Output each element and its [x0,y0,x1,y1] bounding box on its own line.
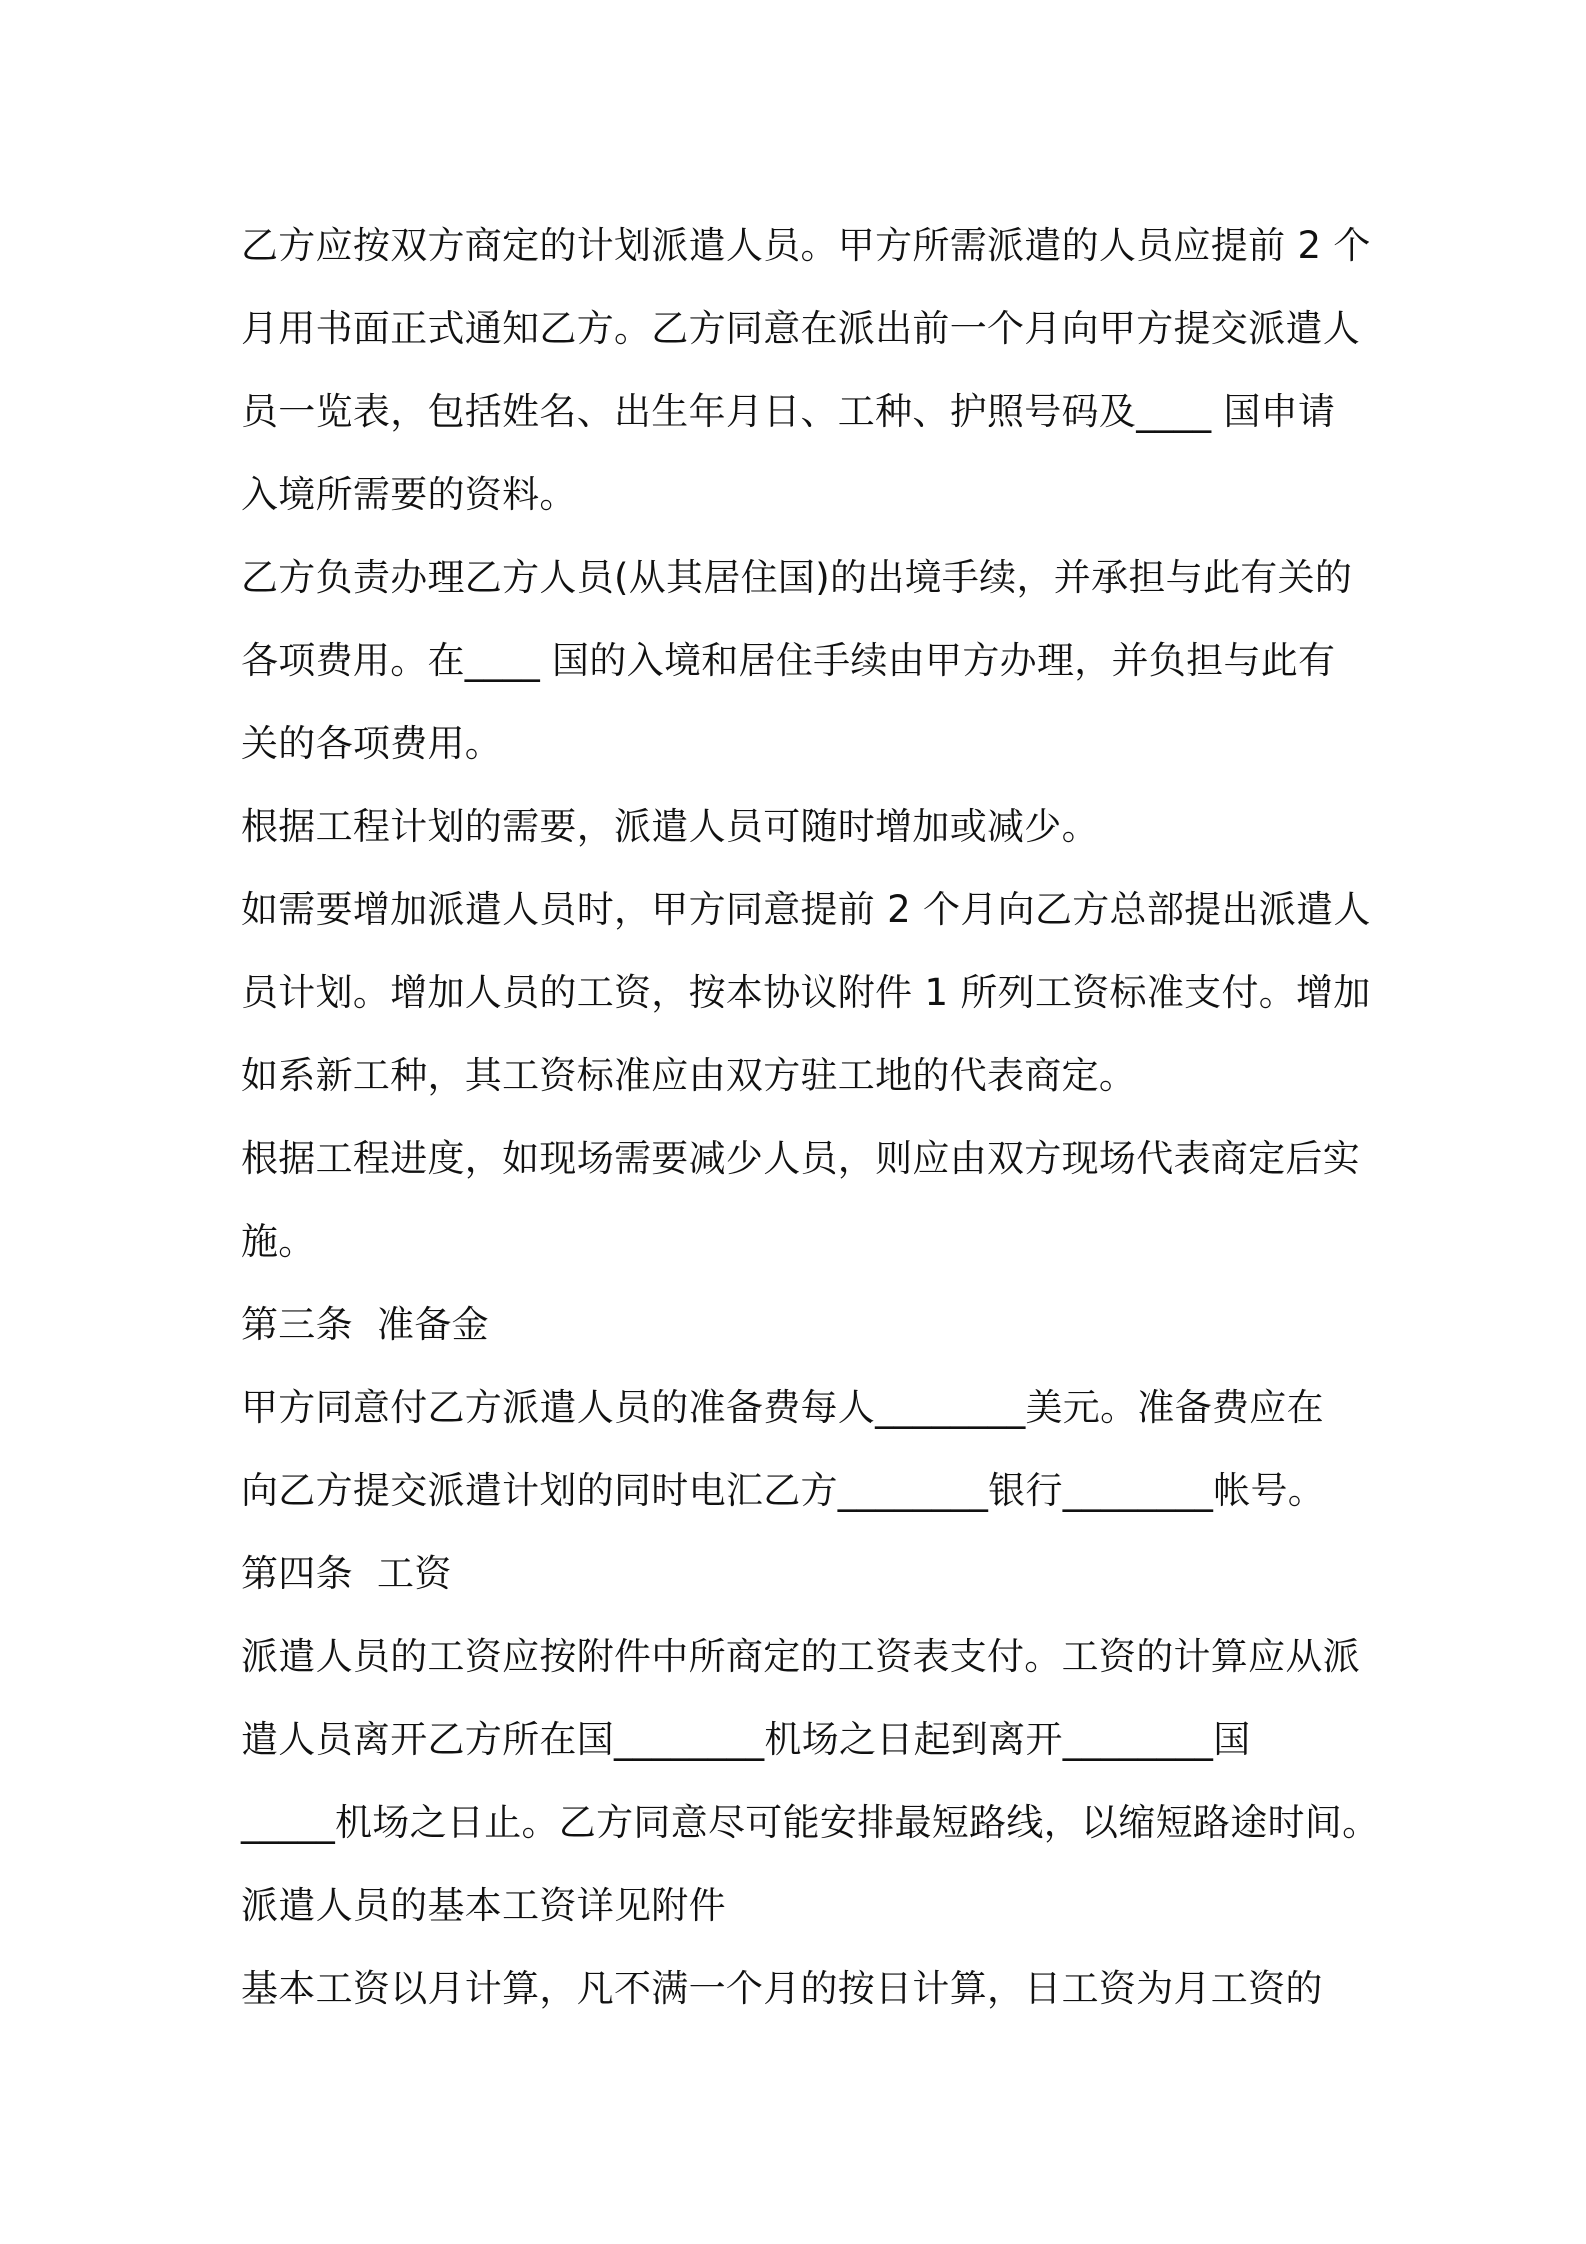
paragraph-reserve-fund [241,1366,1361,1532]
text-line: 遣人员离开乙方所在国________机场之日起到离开________国 [241,1718,1251,1761]
text-line: 乙方负责办理乙方人员(从其居住国)的出境手续，并承担与此有关的 [241,556,1353,599]
paragraph-basic-wage-reference [241,1864,1361,1947]
text-line: _____机场之日止。乙方同意尽可能安排最短路线，以缩短路途时间。 [241,1801,1380,1844]
paragraph-wage-calculation [241,1615,1380,1864]
text-line: 向乙方提交派遣计划的同时电汇乙方________银行________帐号。 [241,1469,1326,1512]
text-line: 派遣人员的基本工资详见附件 [241,1884,726,1927]
text-line: 派遣人员的工资应按附件中所商定的工资表支付。工资的计算应从派 [241,1635,1360,1678]
text-line: 关的各项费用。 [241,722,503,765]
article-heading: 第四条 工资 [241,1552,452,1595]
article-heading: 第三条 准备金 [241,1303,489,1346]
document-body [241,204,1380,2030]
section-heading-article-4 [241,1532,1361,1615]
paragraph-staff-reduction [241,1117,1361,1283]
section-heading-article-3 [241,1283,1361,1366]
text-line: 如需要增加派遣人员时，甲方同意提前 2 个月向乙方总部提出派遣人 [241,888,1371,931]
text-line: 各项费用。在____ 国的入境和居住手续由甲方办理，并负担与此有 [241,639,1336,682]
text-line: 员一览表，包括姓名、出生年月日、工种、护照号码及____ 国申请 [241,390,1336,433]
text-line: 乙方应按双方商定的计划派遣人员。甲方所需派遣的人员应提前 2 个 [241,224,1371,267]
text-line: 员计划。增加人员的工资，按本协议附件 1 所列工资标准支付。增加 [241,971,1371,1014]
text-line: 根据工程计划的需要，派遣人员可随时增加或减少。 [241,805,1099,848]
text-line: 根据工程进度，如现场需要减少人员，则应由双方现场代表商定后实 [241,1137,1360,1180]
text-line: 施。 [241,1220,316,1263]
paragraph-staff-increase [241,868,1371,1117]
paragraph-staff-adjustment [241,785,1361,868]
text-line: 如系新工种，其工资标准应由双方驻工地的代表商定。 [241,1054,1137,1097]
text-line: 基本工资以月计算，凡不满一个月的按日计算，日工资为月工资的 [241,1967,1323,2010]
paragraph-basic-wage-monthly [241,1947,1361,2030]
text-line: 甲方同意付乙方派遣人员的准备费每人________美元。准备费应在 [241,1386,1324,1429]
paragraph-dispatch-plan [241,204,1371,536]
text-line: 月用书面正式通知乙方。乙方同意在派出前一个月向甲方提交派遣人 [241,307,1360,350]
paragraph-exit-procedures [241,536,1361,785]
text-line: 入境所需要的资料。 [241,473,577,516]
